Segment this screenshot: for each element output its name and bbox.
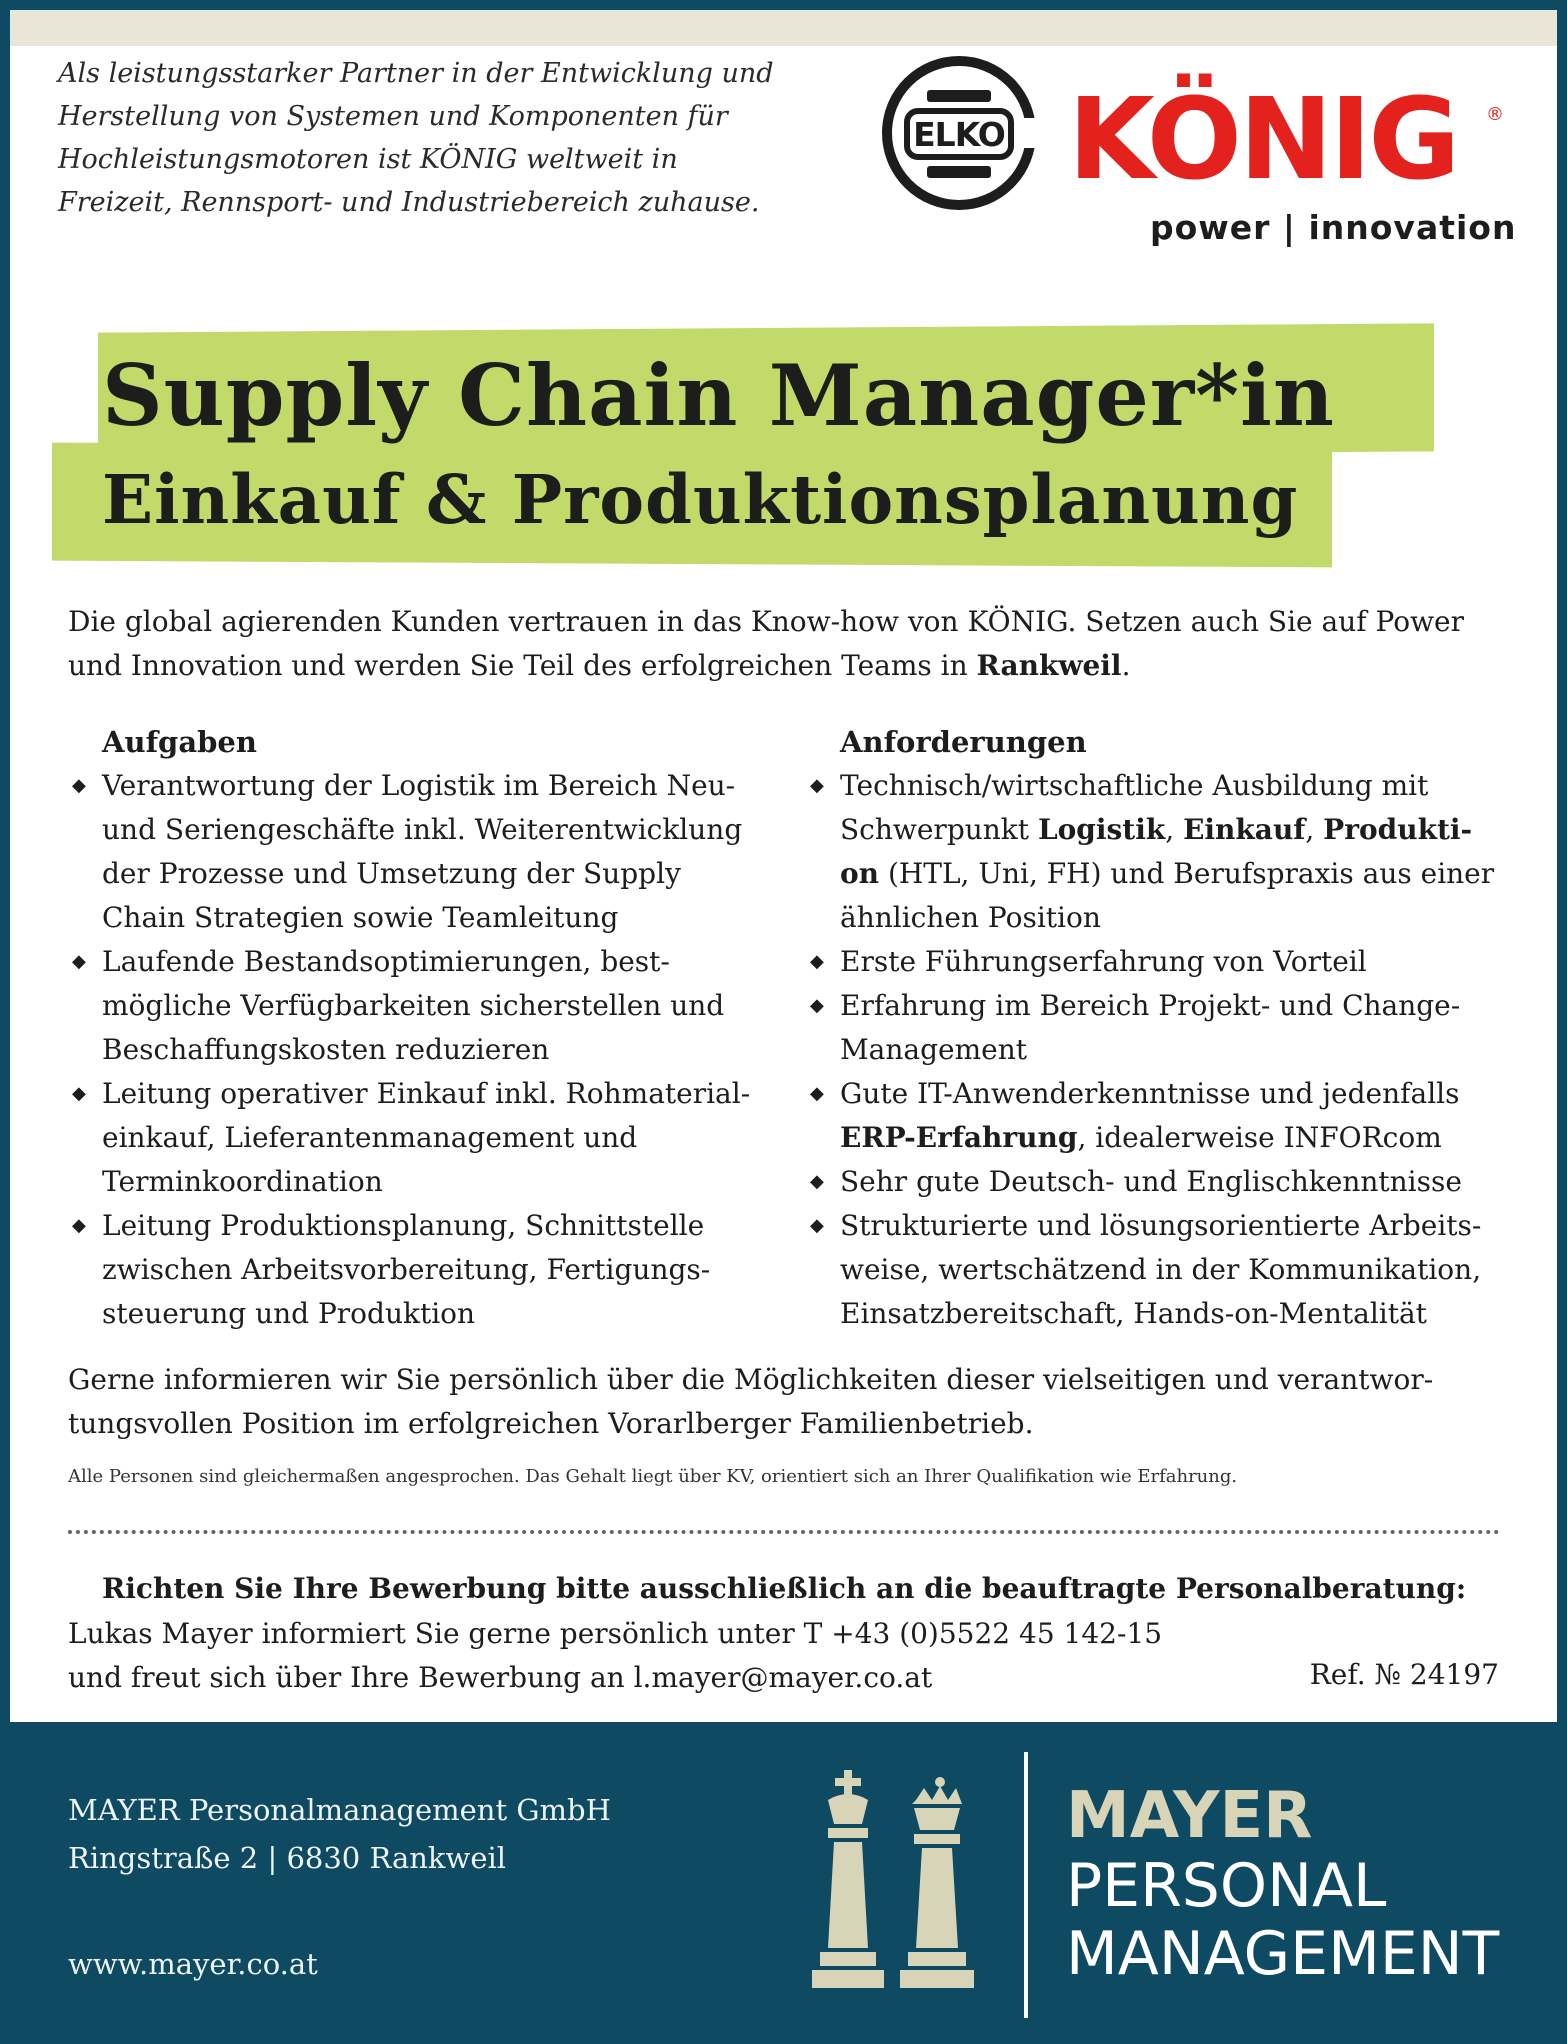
diamond-bullet-icon: ◆ [72,1083,86,1104]
list-item: ◆ Technisch/wirtschaftliche Ausbildung mit Schwerpunkt Logistik, Einkauf, Produkti- on (HTL, Uni, FH) und Berufspraxis aus einer ähnlichen Position [806,764,1506,940]
footer-address: Ringstraße 2 | 6830 Rankweil [68,1841,507,1875]
lead-paragraph: Die global agierenden Kunden vertrauen in das Know-how von KÖNIG. Setzen auch Sie auf Power und Innovation und werden Sie Teil des erfolgreichen Teams in Rankweil. [68,605,1464,682]
koenig-wordmark: KÖNIG [1068,75,1458,205]
lead-location: Rankweil [976,649,1122,682]
footer-divider [1024,1752,1028,2018]
diamond-bullet-icon: ◆ [810,775,824,796]
elko-badge [904,108,1014,160]
mayer-brand-name: MAYER [1066,1779,1313,1853]
list-item: ◆ Verantwortung der Logistik im Bereich Neu- und Seriengeschäfte inkl. Weiterentwicklung der Prozesse und Umsetzung der Supply Chain Strategien sowie Teamleitung [68,764,768,940]
reference-number: Ref. № 24197 [1309,1658,1499,1691]
contact-phone-line: Lukas Mayer informiert Sie gerne persönlich unter T +43 (0)5522 45 142-15 [68,1617,1163,1650]
chess-queen-icon [900,1777,974,1988]
diamond-bullet-icon: ◆ [810,951,824,972]
tasks-list [68,764,768,1336]
contact-email-line: und freut sich über Ihre Bewerbung an l.mayer@mayer.co.at [68,1661,933,1694]
list-item: ◆ Laufende Bestandsoptimierungen, best- mögliche Verfügbarkeiten sicherstellen und Beschaffungskosten reduzieren [68,940,768,1072]
chess-king-icon [812,1770,884,1988]
equal-opportunity-note: Alle Personen sind gleichermaßen angesprochen. Das Gehalt liegt über KV, orientiert sich an Ihrer Qualifikation wie Erfahrung. [68,1466,1238,1487]
diamond-bullet-icon: ◆ [72,775,86,796]
dotted-divider [68,1530,1500,1534]
elko-text: ELKO [913,114,1005,154]
registered-mark: ® [1486,104,1504,125]
tasks-column [68,720,768,1336]
job-subtitle: Einkauf & Produktionsplanung [102,460,1299,539]
mayer-brand-line2: PERSONAL [1066,1851,1387,1921]
mayer-brand-line3: MANAGEMENT [1066,1919,1500,1989]
footer-company: MAYER Personalmanagement GmbH [68,1793,611,1827]
diamond-bullet-icon: ◆ [810,1171,824,1192]
application-heading: Richten Sie Ihre Bewerbung bitte ausschließlich an die beauftragte Personalberatung: [102,1572,1467,1605]
top-beige-strip [10,10,1557,46]
list-item: ◆ Gute IT-Anwenderkenntnisse und jedenfalls ERP-Erfahrung, idealerweise INFORcom [806,1072,1506,1160]
logo-tagline: power | innovation [1150,208,1517,247]
list-item: ◆ Leitung operativer Einkauf inkl. Rohmaterial- einkauf, Lieferantenmanagement und Terminkoordination [68,1072,768,1204]
tasks-heading: Aufgaben [102,725,257,759]
list-item: ◆ Sehr gute Deutsch- und Englischkenntnisse [806,1160,1506,1204]
closing-paragraph: Gerne informieren wir Sie persönlich über die Möglichkeiten dieser vielseitigen und verantwor- tungsvollen Position im erfolgreichen Vorarlberger Familienbetrieb. [68,1363,1434,1440]
list-item: ◆ Erfahrung im Bereich Projekt- und Change- Management [806,984,1506,1072]
diamond-bullet-icon: ◆ [72,951,86,972]
diamond-bullet-icon: ◆ [810,1215,824,1236]
diamond-bullet-icon: ◆ [810,995,824,1016]
top-frame [0,0,1567,10]
footer-website[interactable]: www.mayer.co.at [68,1947,318,1981]
requirements-list [806,764,1506,1336]
requirements-heading: Anforderungen [840,725,1087,759]
diamond-bullet-icon: ◆ [810,1083,824,1104]
requirements-column [806,720,1506,1336]
company-intro: Als leistungsstarker Partner in der Entwicklung und Herstellung von Systemen und Komponenten für Hochleistungsmotoren ist KÖNIG weltweit in Freizeit, Rennsport- und Industriebereich zuhause. [58,58,774,218]
chess-pieces-icon [800,1770,990,2000]
list-item: ◆ Erste Führungserfahrung von Vorteil [806,940,1506,984]
diamond-bullet-icon: ◆ [72,1215,86,1236]
job-title: Supply Chain Manager*in [102,346,1336,445]
list-item: ◆ Strukturierte und lösungsorientierte Arbeits- weise, wertschätzend in der Kommunikation, Einsatzbereitschaft, Hands-on-Mentalität [806,1204,1506,1336]
list-item: ◆ Leitung Produktionsplanung, Schnittstelle zwischen Arbeitsvorbereitung, Fertigungs- steuerung und Produktion [68,1204,768,1336]
